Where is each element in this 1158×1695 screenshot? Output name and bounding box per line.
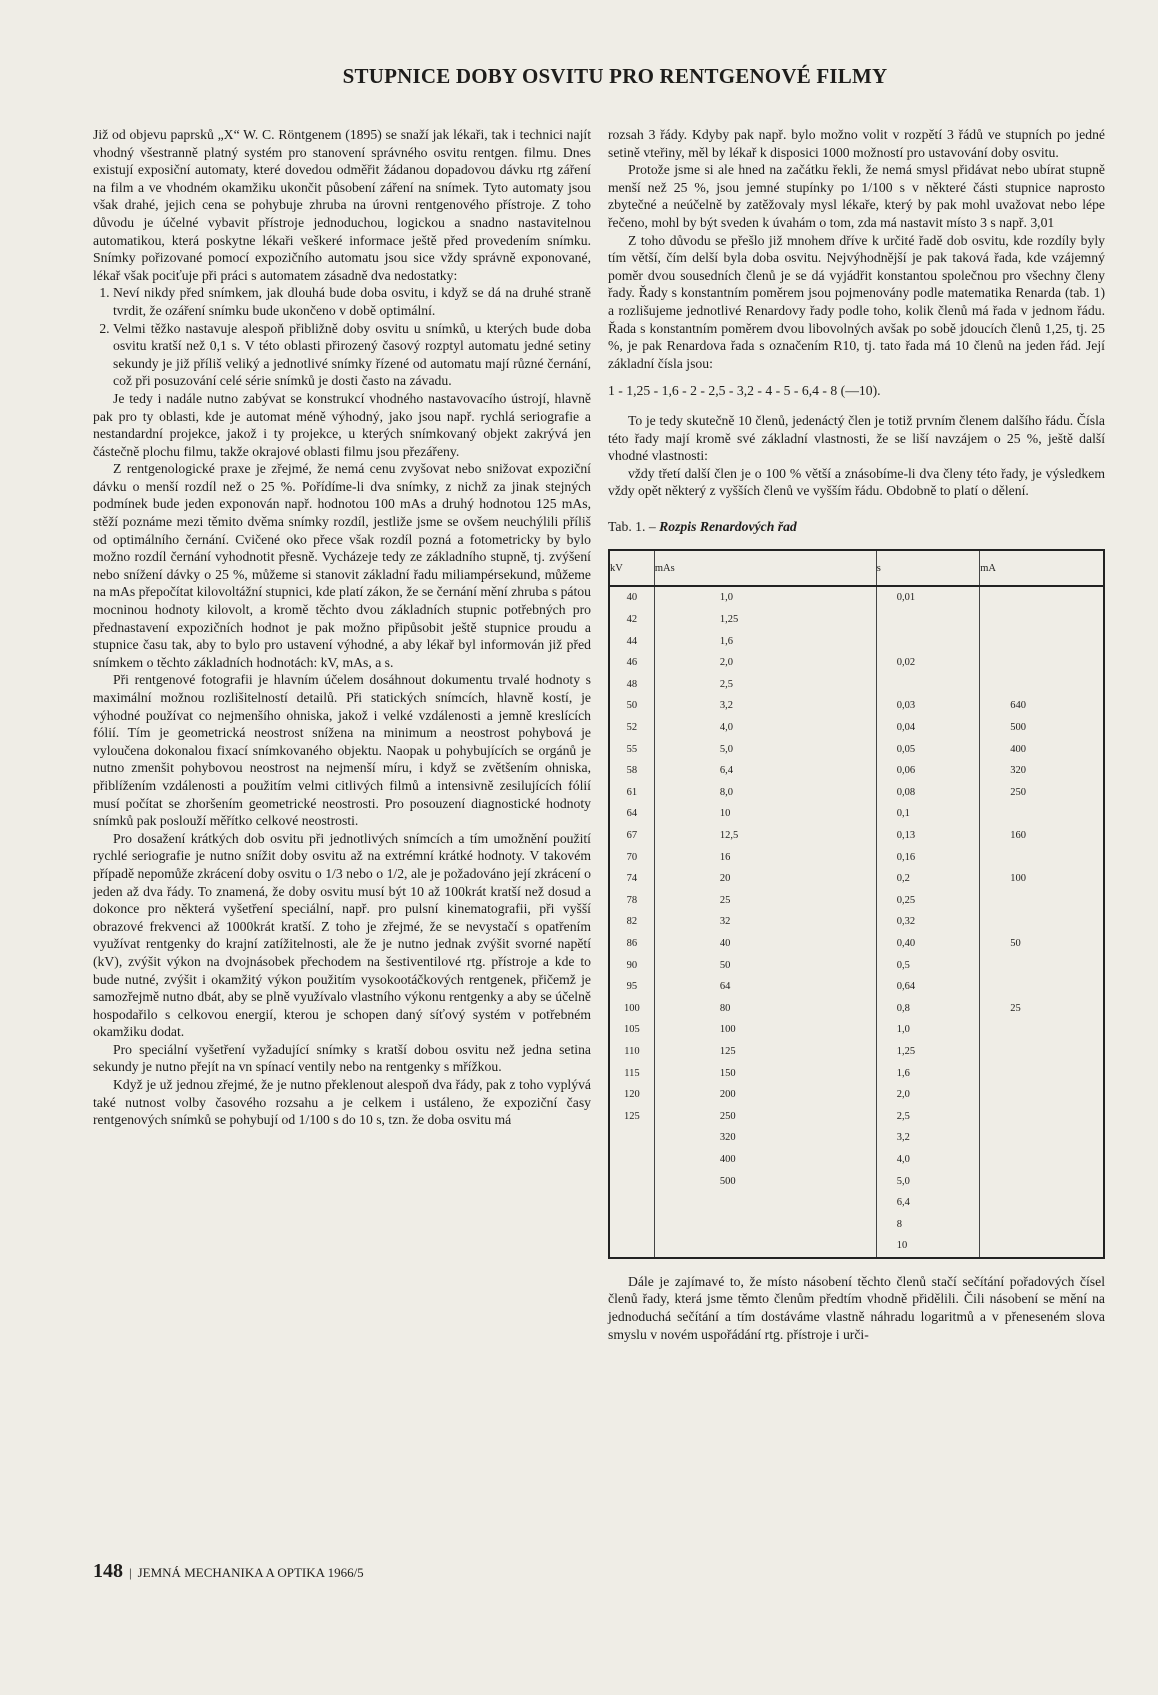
table-row <box>609 717 1104 739</box>
paragraph: Z rentgenologické praxe je zřejmé, že nemá cenu zvyšovat nebo snižovat expoziční dávku o menší rozdíl než o 25 %. Pořídíme-li dva snímky, z nichž za jinak stejných podmínek bude jeden exponován např. hodnotou 100 mAs a druhý hodnotou 125 mAs, stěží poznáme mezi těmito dvěma snímky rozdíl, jestliže jsme se ovšem neuchýlili příliš od optimálního černání. Cvičené oko přece však rozdíl pozná a fotometricky by bylo možno rozdíl černání vyhodnotit přesně. Vycházeje tedy ze základního stupně, tj. zvýšení nebo snížení dávky o 25 %, můžeme si stanovit základní řadu miliampérsekund, můžeme na mAs přepočítat kilovoltážní stupnici, kde platí zákon, že se černání mění zhruba s pátou mocninou hodnoty kilovolt, a kromě těchto dvou základních stupnic potřebných pro přednastavení expozičních hodnot je pak možno připůsobit ještě stupnice proudu a stupnice času tak, aby to bylo pro ustavení výhodné, a aby lékař byl informován již před snímkem o těchto základních hodnotách: kV, mAs, a s. <box>93 461 591 670</box>
table-cell <box>876 674 980 696</box>
table-cell <box>980 955 1104 977</box>
table-row <box>609 1019 1104 1041</box>
table-row <box>609 933 1104 955</box>
table-cell <box>876 609 980 631</box>
table-cell <box>980 674 1104 696</box>
table-cell: 250 <box>980 782 1104 804</box>
table-cell: 50 <box>980 933 1104 955</box>
table-cell <box>876 631 980 653</box>
table-row <box>609 1106 1104 1128</box>
column-header-mas: mAs <box>654 550 876 586</box>
table-cell <box>980 1192 1104 1214</box>
table-row <box>609 674 1104 696</box>
table-cell: 6,4 <box>654 760 876 782</box>
column-header-s: s <box>876 550 980 586</box>
column-header-kv: kV <box>609 550 654 586</box>
table-cell: 70 <box>609 847 654 869</box>
table-row <box>609 782 1104 804</box>
page-footer: 148 | JEMNÁ MECHANIKA A OPTIKA 1966/5 <box>93 1560 364 1582</box>
table-cell <box>980 1127 1104 1149</box>
right-column <box>608 126 1105 1343</box>
table-cell <box>980 1019 1104 1041</box>
table-cell <box>609 1149 654 1171</box>
table-cell: 110 <box>609 1041 654 1063</box>
table-cell: 160 <box>980 825 1104 847</box>
table-cell <box>980 1235 1104 1258</box>
table-cell <box>980 1063 1104 1085</box>
table-cell: 500 <box>654 1171 876 1193</box>
table-cell <box>609 1214 654 1236</box>
table-row <box>609 739 1104 761</box>
table-cell <box>609 1235 654 1258</box>
paragraph: Protože jsme si ale hned na začátku řekli, že nemá smysl přidávat nebo ubírat stupně menší než 25 %, jsou jemné stupínky po 1/100 s v některé části stupnice naprosto zbytečné a neúčelně by zatěžovaly mysl lékaře, který by pak mohl uvažovat nebo lépe řečeno, mohl by být sveden k úvahám o tom, zda má nastavit místo 3 s např. 3,01 <box>608 162 1105 230</box>
table-cell: 200 <box>654 1084 876 1106</box>
table-cell: 10 <box>654 803 876 825</box>
table-cell: 40 <box>609 586 654 609</box>
table-cell: 61 <box>609 782 654 804</box>
table-cell: 100 <box>609 998 654 1020</box>
paragraph: To je tedy skutečně 10 členů, jedenáctý člen je totiž prvním členem dalšího řádu. Čísla této řady mají kromě své základní vlastnosti, že se liší navzájem o 25 %, ještě další vhodné vlastnosti: <box>608 412 1105 464</box>
table-cell: 105 <box>609 1019 654 1041</box>
table-cell <box>609 1127 654 1149</box>
table-cell: 32 <box>654 911 876 933</box>
renard-table <box>608 549 1105 1258</box>
table-row <box>609 586 1104 609</box>
table-row <box>609 1149 1104 1171</box>
table-cell <box>980 609 1104 631</box>
table-cell <box>980 847 1104 869</box>
table-cell: 67 <box>609 825 654 847</box>
table-row <box>609 803 1104 825</box>
table-row <box>609 1171 1104 1193</box>
table-cell: 0,5 <box>876 955 980 977</box>
table-row <box>609 1041 1104 1063</box>
table-row <box>609 998 1104 1020</box>
table-cell: 0,06 <box>876 760 980 782</box>
table-cell <box>980 586 1104 609</box>
paragraph: Z toho důvodu se přešlo již mnohem dříve k určité řadě dob osvitu, kde rozdíly byly tím větší, čím delší byla doba osvitu. Nejvýhodnější je pak taková řada, kde vzájemný poměr dvou sousedních členů je se dá vyjádřit konstantou společnou pro všechny členy řady. Řady s konstantním poměrem jsou pojmenovány podle matematika Renarda (tab. 1) a rozlišujeme jednotlivé Renardovy řady podle toho, kolik členů má řada v jednom řádu. Řada s konstantním poměrem dvou libovolných avšak po sobě jdoucích členů 1,25, tj. 25 %, je pak Renardova řada s označením R10, tj. tato řada má 10 členů na jeden řád. Její základní čísla jsou: <box>608 232 1105 371</box>
table-cell: 78 <box>609 890 654 912</box>
table-row <box>609 955 1104 977</box>
table-cell: 64 <box>654 976 876 998</box>
table-cell: 50 <box>609 695 654 717</box>
table-cell: 0,32 <box>876 911 980 933</box>
list-item: 1. Neví nikdy před snímkem, jak dlouhá bude doba osvitu, i když se dá na druhé straně tvrdit, že ozáření snímku bude ukončeno v době optimální. <box>113 284 591 319</box>
table-caption <box>608 518 1105 536</box>
table-row <box>609 1214 1104 1236</box>
paragraph: Při rentgenové fotografii je hlavním účelem dosáhnout dokumentu trvalé hodnoty s maximální možnou rozlišitelností detailů. Při statických snímcích, hlavně kostí, je výhodné používat co nejmenšího ohniska, jakož i velké vzdálenosti a jemně kreslících fólií. Tím je geometrická neostrost snížena na minimum a neostrost pohybová je vyloučena dokonalou fixací snímkovaného objektu. Naopak u pohybujících se orgánů je nutno zmenšit pohybovou neostrost na nejmenší míru, i když se zvětšením ohniska, přiblížením vzdálenosti a použitím velmi citlivých filmů a intensivně zesilujících fólií musí počítat se zhoršením geometrické neostrosti. Pro posouzení diagnostické hodnoty snímků pak poslouží měřítko celkové neostrosti. <box>93 672 591 829</box>
table-cell: 80 <box>654 998 876 1020</box>
table-cell: 2,0 <box>654 652 876 674</box>
table-cell: 64 <box>609 803 654 825</box>
table-row <box>609 760 1104 782</box>
table-cell: 0,04 <box>876 717 980 739</box>
paragraph: Pro speciální vyšetření vyžadující snímky s kratší dobou osvitu než jedna setina sekundy je nutno přejít na vn spínací ventily nebo na rentgenky s mřížkou. <box>93 1041 591 1075</box>
table-cell: 0,01 <box>876 586 980 609</box>
table-cell <box>654 1235 876 1258</box>
table-row <box>609 1235 1104 1258</box>
table-cell: 115 <box>609 1063 654 1085</box>
table-cell <box>980 976 1104 998</box>
table-cell: 2,5 <box>876 1106 980 1128</box>
table-cell <box>980 631 1104 653</box>
list-item: 2. Velmi těžko nastavuje alespoň přibližně doby osvitu u snímků, u kterých bude doba osvitu kratší než 0,1 s. V této oblasti přirozený časový rozptyl automatu jedné setiny sekundy je již příliš veliký a jednotlivé snímky řízené od automatu mají různé černání, což při posuzování celé série snímků je dosti často na závadu. <box>113 320 591 390</box>
table-cell: 10 <box>876 1235 980 1258</box>
table-cell <box>654 1214 876 1236</box>
table-row <box>609 631 1104 653</box>
table-cell: 0,64 <box>876 976 980 998</box>
table-caption-title: Rozpis Renardových řad <box>659 518 797 534</box>
table-cell: 400 <box>654 1149 876 1171</box>
table-cell: 82 <box>609 911 654 933</box>
table-row <box>609 1192 1104 1214</box>
table-row <box>609 1063 1104 1085</box>
table-cell: 12,5 <box>654 825 876 847</box>
table-cell <box>980 1041 1104 1063</box>
shortcomings-list <box>93 284 591 390</box>
paragraph: Je tedy i nadále nutno zabývat se konstrukcí vhodného nastavovacího ústrojí, hlavně pak pro ty oblasti, kde je automat méně výhodný, jako jsou např. rychlá seriografie a nestandardní projekce, jakož i ty projekce, u kterých snímkovaný objekt zakrývá jen částečně plochu filmu, takže okrajové oblasti filmu jsou přezářeny. <box>93 390 591 459</box>
table-row <box>609 825 1104 847</box>
journal-name: JEMNÁ MECHANIKA A OPTIKA 1966/5 <box>137 1565 364 1580</box>
table-cell: 55 <box>609 739 654 761</box>
table-row <box>609 847 1104 869</box>
table-cell: 3,2 <box>654 695 876 717</box>
table-cell: 40 <box>654 933 876 955</box>
table-cell: 6,4 <box>876 1192 980 1214</box>
table-cell: 0,40 <box>876 933 980 955</box>
table-cell: 100 <box>654 1019 876 1041</box>
renard-series: 1 - 1,25 - 1,6 - 2 - 2,5 - 3,2 - 4 - 5 - 6,4 - 8 (—10). <box>608 383 881 399</box>
table-cell: 1,6 <box>876 1063 980 1085</box>
table-body <box>609 586 1104 1257</box>
table-cell <box>609 1171 654 1193</box>
table-cell: 58 <box>609 760 654 782</box>
table-cell: 320 <box>654 1127 876 1149</box>
paragraph: Když je už jednou zřejmé, že je nutno překlenout alespoň dva řády, pak z toho vyplývá také nutnost volby časového rozsahu a je celkem i ustáleno, že expoziční časy rentgenových snímků se pohybují od 1/100 s do 10 s, tzn. že doba osvitu má <box>93 1077 591 1128</box>
table-cell: 250 <box>654 1106 876 1128</box>
table-row <box>609 609 1104 631</box>
table-cell <box>980 1214 1104 1236</box>
table-cell: 44 <box>609 631 654 653</box>
table-cell: 0,13 <box>876 825 980 847</box>
paragraph: Již od objevu paprsků „X“ W. C. Röntgenem (1895) se snaží jak lékaři, tak i technici najít vhodný všestranně platný systém pro stanovení správného osvitu rentgen. filmu. Dnes existují exposiční automaty, které dovedou odměřit žádanou dopadovou dávku rtg záření na film a ve vhodném okamžiku ukončit působení záření na snímek. Tyto automaty jsou však drahé, jejich cena se pohybuje zhruba na úrovni rentgenového přístroje. Z toho důvodu je účelné vybavit přístroje jednoduchou, logickou a snadno nastavitelnou automatikou, která poskytne lékaři veškeré informace ještě před provedením snímku. Snímky pořizované pomocí expozičního automatu jsou sice vždy správně exponované, lékař však pociťuje při práci s automatem zásadně dva nedostatky: <box>93 127 591 283</box>
table-row <box>609 911 1104 933</box>
table-cell: 5,0 <box>876 1171 980 1193</box>
table-cell: 320 <box>980 760 1104 782</box>
table-cell <box>980 911 1104 933</box>
table-cell <box>980 803 1104 825</box>
table-cell: 400 <box>980 739 1104 761</box>
table-cell: 48 <box>609 674 654 696</box>
table-cell: 8 <box>876 1214 980 1236</box>
table-cell: 0,03 <box>876 695 980 717</box>
table-row <box>609 652 1104 674</box>
table-cell <box>654 1192 876 1214</box>
table-header-row <box>609 550 1104 586</box>
table-cell: 2,5 <box>654 674 876 696</box>
table-cell <box>609 1192 654 1214</box>
table-row <box>609 1127 1104 1149</box>
paragraph: rozsah 3 řády. Kdyby pak např. bylo možno volit v rozpětí 3 řádů ve stupních po jedné setině vteřiny, měl by lékař k disposici 1000 možností pro ustavování doby osvitu. <box>608 127 1105 160</box>
table-cell: 0,1 <box>876 803 980 825</box>
table-cell: 1,6 <box>654 631 876 653</box>
table-row <box>609 695 1104 717</box>
table-cell: 125 <box>654 1041 876 1063</box>
page-number: 148 <box>93 1560 123 1582</box>
table-row <box>609 890 1104 912</box>
table-cell: 0,08 <box>876 782 980 804</box>
table-cell: 100 <box>980 868 1104 890</box>
table-cell: 50 <box>654 955 876 977</box>
paragraph: Dále je zajímavé to, že místo násobení těchto členů stačí sečítání pořadových čísel členů řady, která jsme těmto členům předtím vhodně přidělili. Čili násobení se mění na jednoduchá sečítání a tím dostáváme vlastně náhradu logaritmů a v přeneseném slova smyslu v novém uspořádání rtg. přístroje i urči- <box>608 1273 1105 1342</box>
table-cell <box>980 652 1104 674</box>
table-cell: 640 <box>980 695 1104 717</box>
table-cell: 1,25 <box>876 1041 980 1063</box>
table-cell: 120 <box>609 1084 654 1106</box>
table-cell: 0,8 <box>876 998 980 1020</box>
article-title: STUPNICE DOBY OSVITU PRO RENTGENOVÉ FILMY <box>342 64 888 88</box>
table-cell: 8,0 <box>654 782 876 804</box>
table-cell <box>980 1171 1104 1193</box>
paragraph: vždy třetí další člen je o 100 % větší a znásobíme-li dva členy této řady, je výsledkem vždy opět některý z vyšších členů ve vyšším řádu. Obdobně to platí o dělení. <box>608 465 1105 499</box>
table-cell: 0,05 <box>876 739 980 761</box>
table-row <box>609 976 1104 998</box>
table-cell: 5,0 <box>654 739 876 761</box>
table-cell: 86 <box>609 933 654 955</box>
table-cell: 42 <box>609 609 654 631</box>
table-row <box>609 868 1104 890</box>
table-cell: 52 <box>609 717 654 739</box>
table-cell: 25 <box>654 890 876 912</box>
table-cell: 0,2 <box>876 868 980 890</box>
table-cell: 150 <box>654 1063 876 1085</box>
table-cell: 500 <box>980 717 1104 739</box>
table-cell: 20 <box>654 868 876 890</box>
table-cell: 2,0 <box>876 1084 980 1106</box>
table-cell: 16 <box>654 847 876 869</box>
table-row <box>609 1084 1104 1106</box>
table-cell <box>980 1149 1104 1171</box>
table-cell: 1,0 <box>654 586 876 609</box>
table-cell: 4,0 <box>876 1149 980 1171</box>
table-cell: 46 <box>609 652 654 674</box>
table-cell: 3,2 <box>876 1127 980 1149</box>
table-cell: 1,0 <box>876 1019 980 1041</box>
table-cell: 4,0 <box>654 717 876 739</box>
table-cell: 25 <box>980 998 1104 1020</box>
table-cell: 0,16 <box>876 847 980 869</box>
left-column <box>93 126 591 1129</box>
paragraph: Pro dosažení krátkých dob osvitu při jednotlivých snímcích a tím umožnění použití rychlé seriografie je nutno snížit doby osvitu až na extrémní krátké hodnoty. V takovém případě nepomůže zkrácení doby osvitu o 1/3 nebo o 1/2, ale je požadováno její zkrácení o jeden až dva řády. To znamená, že doby osvitu musí být 10 až 100krát kratší než dosud a dokonce pro některá vyšetření speciální, např. pro pulsní kinematografii, při vyšší obrazové frekvenci až 1000krát kratší. Z toho je zřejmé, že se nevystačí s opatřením využívat rentgenky do krajní zatížitelnosti, ale že je nutno jednak zvýšit svorné napětí (kV), zvýšit výkon na dvojnásobek přechodem na šestiventilové rtg. přístroje a kde to bude nutné, zvýšit i okamžitý výkon použitím vysokootáčkových rentgenek, přičemž je samozřejmě nutno dbát, aby se plně využívalo vlastního výkonu rentgenky a aby se účelně hospodařilo s celkovou energií, kterou je schopen daný síťový systém v potřebném okamžiku dodat. <box>93 830 591 1040</box>
table-cell: 0,25 <box>876 890 980 912</box>
table-cell: 1,25 <box>654 609 876 631</box>
table-cell <box>980 1084 1104 1106</box>
table-cell <box>980 1106 1104 1128</box>
table-cell: 90 <box>609 955 654 977</box>
table-cell <box>980 890 1104 912</box>
table-cell: 0,02 <box>876 652 980 674</box>
table-caption-prefix: Tab. 1. – <box>608 518 656 534</box>
table-cell: 95 <box>609 976 654 998</box>
table-cell: 125 <box>609 1106 654 1128</box>
column-header-ma: mA <box>980 550 1104 586</box>
table-cell: 74 <box>609 868 654 890</box>
